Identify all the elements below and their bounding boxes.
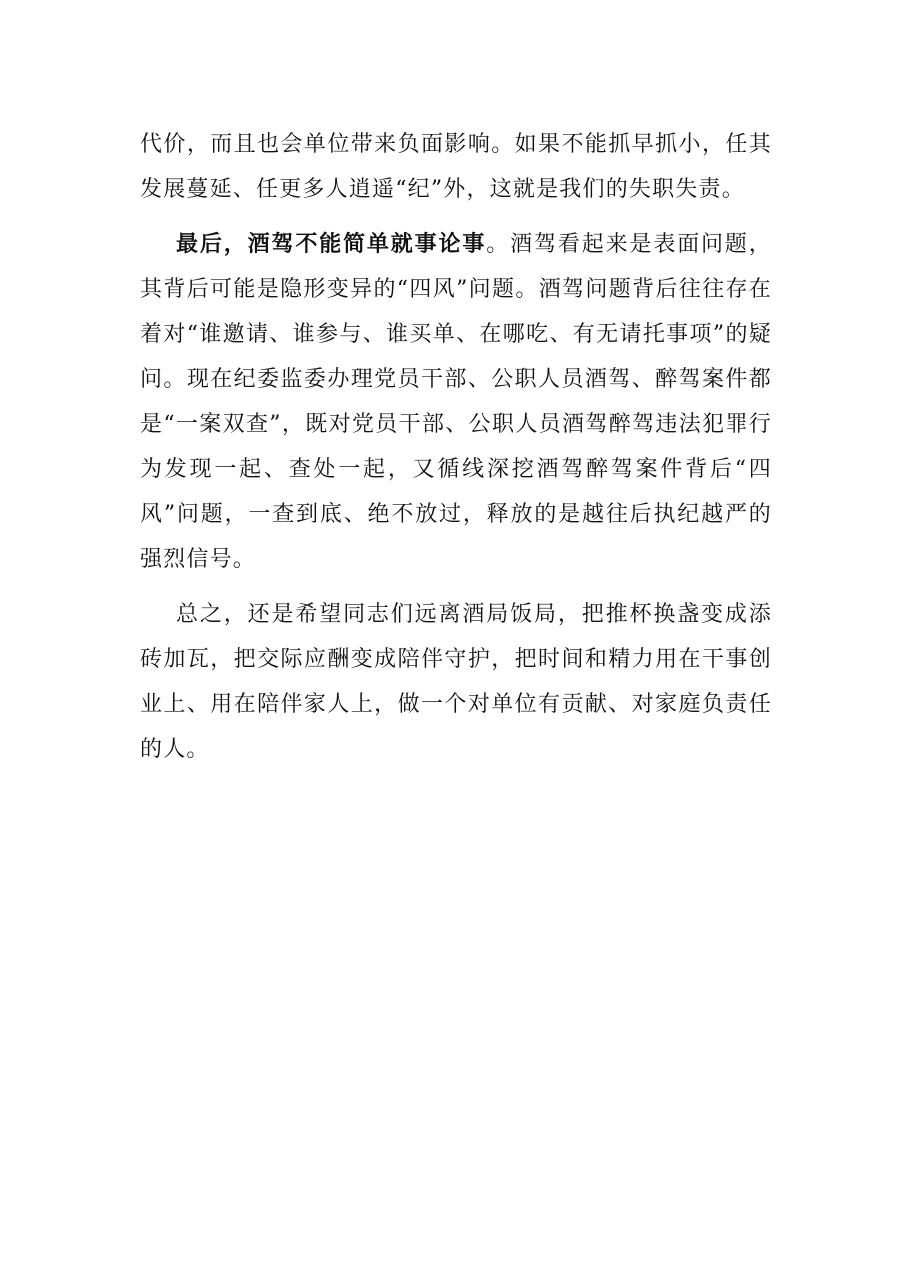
paragraph-text: 。酒驾看起来是表面问题，其背后可能是隐形变异的“四风”问题。酒驾问题背后往往存在着对“谁邀请、谁参与、谁买单、在哪吃、有无请托事项”的疑问。现在纪委监委办理党员干部、公职人员酒驾、醉驾案件都是“一案双查”，既对党员干部、公职人员酒驾醉驾违法犯罪行为发现一起、查处一起，又循线深挖酒驾醉驾案件背后“四风”问题，一查到底、绝不放过，释放的是越往后执纪越严的强烈信号。 [140, 232, 772, 572]
document-body [140, 122, 772, 772]
paragraph-text: 代价，而且也会单位带来负面影响。如果不能抓早抓小，任其发展蔓延、任更多人逍遥“纪”外，这就是我们的失职失责。 [140, 132, 772, 202]
paragraph-lead-bold: 最后，酒驾不能简单就事论事 [176, 231, 487, 257]
paragraph-finally [140, 222, 772, 582]
paragraph-text: 总之，还是希望同志们远离酒局饭局，把推杯换盏变成添砖加瓦，把交际应酬变成陪伴守护，把时间和精力用在干事创业上、用在陪伴家人上，做一个对单位有贡献、对家庭负责任的人。 [140, 602, 772, 762]
paragraph-conclusion [140, 592, 772, 772]
paragraph-continuation [140, 122, 772, 212]
